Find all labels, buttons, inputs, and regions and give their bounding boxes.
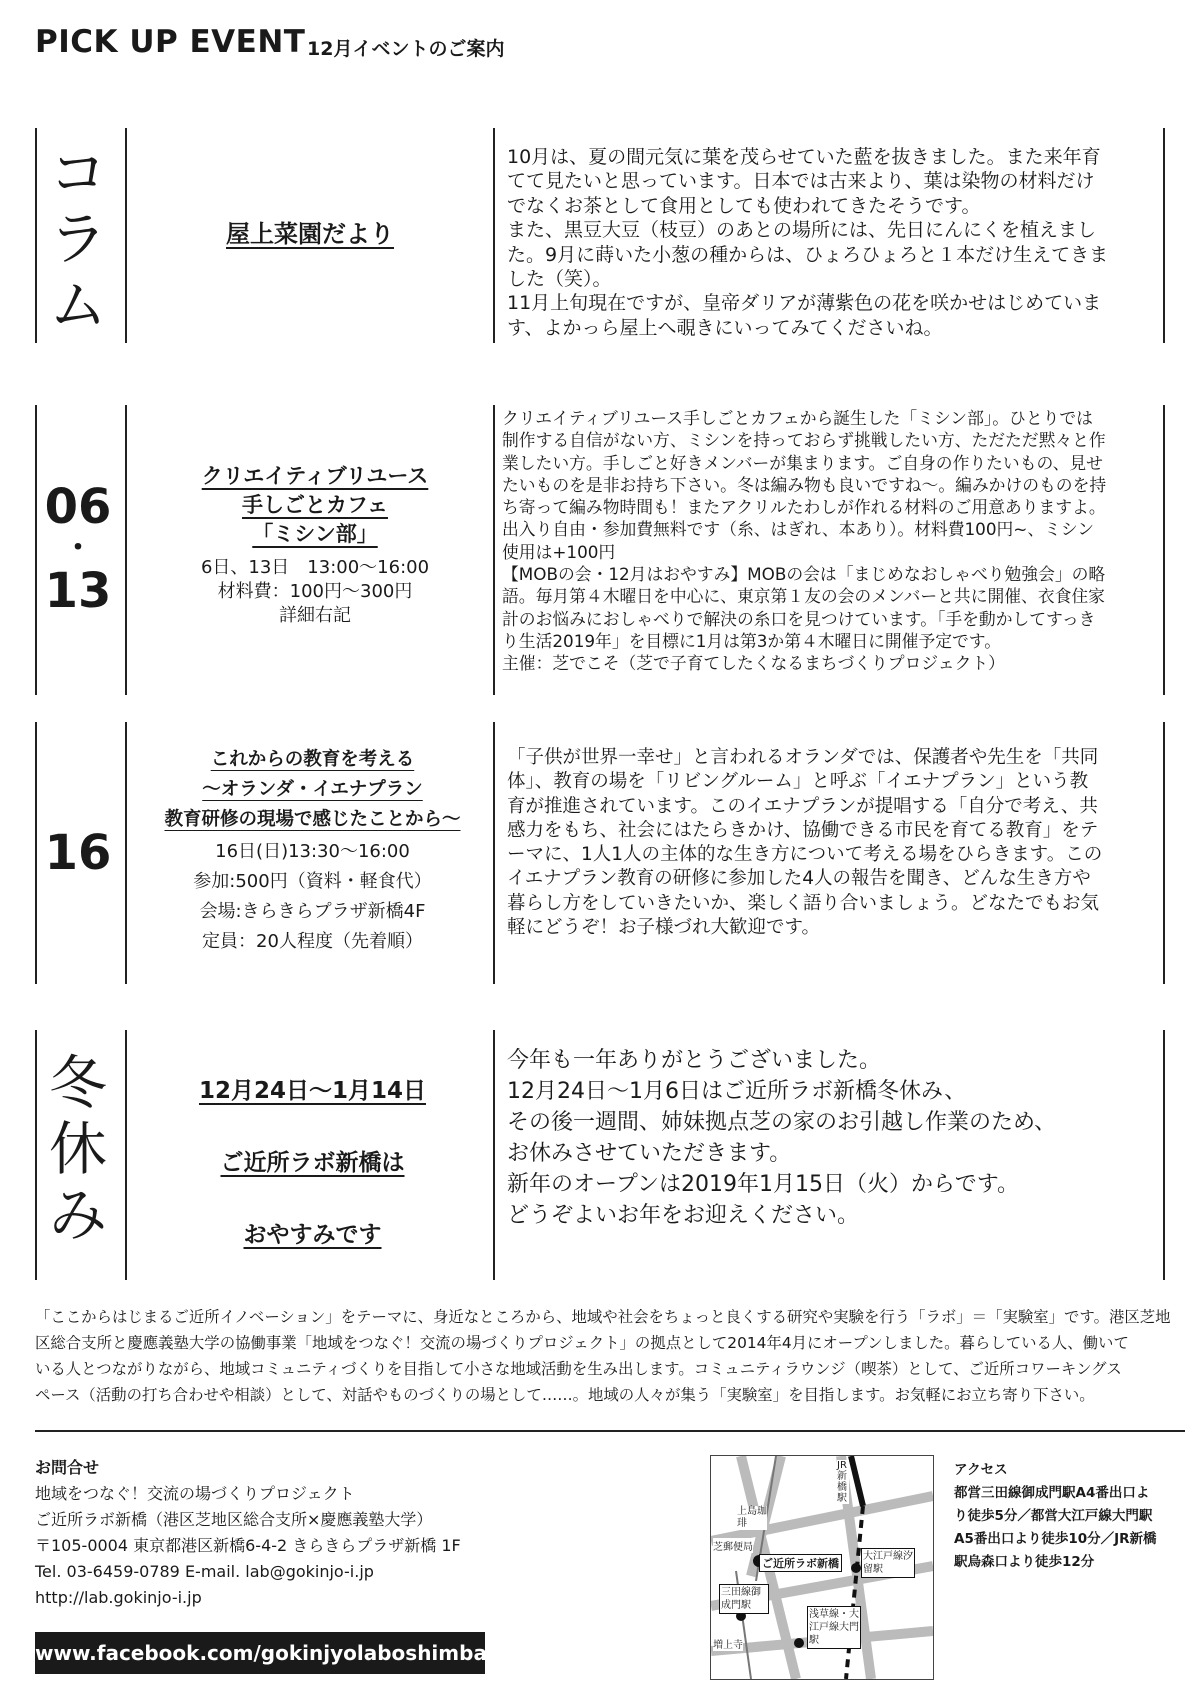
map-label-oedo: 大江戸線汐留駅 <box>861 1548 915 1578</box>
access-map <box>710 1455 934 1680</box>
divider <box>493 128 495 343</box>
event-date: 16 <box>44 825 112 881</box>
page-title: PICK UP EVENT <box>35 24 306 60</box>
map-label-lab: ご近所ラボ新橋 <box>759 1554 842 1572</box>
map-label-jr: JR新橋駅 <box>837 1460 847 1504</box>
event-title: 屋上菜園だより <box>226 220 394 248</box>
facebook-link[interactable]: www.facebook.com/gokinjyolaboshimbashi <box>35 1632 485 1674</box>
event-label: 冬 休 み <box>48 1049 107 1249</box>
intro-text: 「ここからはじまるご近所イノベーション」をテーマに、身近なところから、地域や社会をちょっと良くする研究や実験を行う「ラボ」＝「実験室」です。港区芝地 区総合支所と慶應義塾大学の協働事業「地域をつなぐ！交流の場づくりプロジェクト」の拠点として2014年4月にオープンしました。暮らしている人、働いて いる人とつながりながら、地域コミュニティづくりを目指して小さな地域活動を生み出します。コミュニティラウンジ（喫茶）として、ご近所コワーキングス ペース（活動の打ち合わせや相談）として、対話やものづくりの場として……。地域の人々が集う「実験室」を目指します。お気軽にお立ち寄り下さい。 <box>35 1308 1171 1404</box>
event-description: 「子供が世界一幸せ」と言われるオランダでは、保護者や先生を「共同 体」、教育の場を「リビングルーム」と呼ぶ「イエナプラン」という教 育が推進されています。このイエナプランが提唱する「自分で考え、共 感力をもち、社会にはたらきかけ、協働できる市民を育てる教育」をテ ーマに、1人1人の主体的な生き方について考える場をひらきます。この イエナプラン教育の研修に参加した4人の報告を聞き、どんな生き方や 暮らし方をしていきたいか、楽しく語り合いましょう。どなたでもお気 軽にどうぞ！お子様づれ大歓迎です。 <box>507 747 1103 939</box>
event-title: これからの教育を考える 〜オランダ・イエナプラン 教育研修の現場で感じたことから〜 <box>164 749 461 830</box>
event-label: コ ラ ム <box>48 139 107 339</box>
event-title: 12月24日〜1月14日 ご近所ラボ新橋は おやすみです <box>198 1078 427 1248</box>
event-details: 6日、13日 13:00〜16:00 材料費：100円〜300円 詳細右記 <box>200 557 430 626</box>
event-description: 10月は、夏の間元気に葉を茂らせていた藍を抜きました。また来年育 てて見たいと思っています。日本では古来より、葉は染物の材料だけ でなくお茶として食用としても使われてきたそうです。 また、黒豆大豆（枝豆）のあとの場所には、先日にんにくを植えまし た。9月に蒔いた小葱の種からは、ひょろひょろと１本だけ生えてきま した（笑）。 11月上旬現在ですが、皇帝ダリアが薄紫色の花を咲かせはじめていま す、よかっら屋上へ覗きにいってみてくださいね。 <box>507 146 1109 339</box>
event-title: クリエイティブリユース 手しごとカフェ 「ミシン部」 <box>201 464 429 546</box>
access-info: アクセス 都営三田線御成門駅A4番出口よ り徒歩5分／都営大江戸線大門駅 A5番出口より徒歩10分／JR新橋 駅烏森口より徒歩12分 <box>954 1459 1157 1574</box>
map-label-post: 芝郵便局 <box>713 1538 753 1553</box>
map-label-zojoji: 増上寺 <box>713 1636 743 1651</box>
website-link[interactable]: http://lab.gokinjo-i.jp <box>35 1588 202 1607</box>
contact-phone-email[interactable]: Tel. 03-6459-0789 E-mail. lab@gokinjo-i.jp <box>35 1562 374 1581</box>
page-subtitle: 12月イベントのご案内 <box>307 38 505 60</box>
event-description: クリエイティブリユース手しごとカフェから誕生した「ミシン部」。ひとりでは 制作する自信がない方、ミシンを持っておらず挑戦したい方、ただただ黙々と作 業したい方。手しごと好きメンバーが集まります。ご自身の作りたいもの、見せ たいものを是非お持ち下さい。冬は編み物も良いですね〜。編みかけのものを持 ち寄って編み物時間も！またアクリルたわしが作れる材料のご用意ありますよ。 出入り自由・参加費無料です（糸、はぎれ、本あり）。材料費100円~、ミシン 使用は+100円 【MOBの会・12月はおやすみ】MOBの会は「まじめなおしゃべり勉強会」の略 語。毎月第４木曜日を中心に、東京第１友の会のメンバーと共に開催、衣食住家 計のお悩みにおしゃべりで解決の糸口を見つけています。「手を動かしてすっき り生活2019年」を目標に1月は第3か第４木曜日に開催予定です。 主催：芝でこそ（芝で子育てしたくなるまちづくりプロジェクト） <box>502 408 1107 674</box>
event-date: 06 ・ 13 <box>44 479 112 619</box>
map-label-asakusa: 浅草線・大江戸線大門駅 <box>807 1606 861 1649</box>
divider <box>1163 128 1165 343</box>
divider <box>35 128 37 343</box>
contact-info: お問合せ 地域をつなぐ！交流の場づくりプロジェクト ご近所ラボ新橋（港区芝地区総合支所×慶應義塾大学） 〒105-0004 東京都港区新橋6-4-2 きらきらプラザ新橋 1F Tel. 03-6459-0789 E-mail. lab@gokinjo-i.jp http://lab.gokinjo-i.jp <box>35 1455 461 1611</box>
event-details: 16日(日)13:30〜16:00 参加:500円（資料・軽食代） 会場:きらきらプラザ新橋4F 定員：20人程度（先着順） <box>193 841 432 952</box>
contact-heading: お問合せ <box>35 1458 100 1477</box>
map-label-cafe: 上島珈琲 <box>737 1506 767 1529</box>
event-description: 今年も一年ありがとうございました。 12月24日〜1月6日はご近所ラボ新橋冬休み、 その後一週間、姉妹拠点芝の家のお引越し作業のため、 お休みさせていただきます。 新年のオープンは2019年1月15日（火）からです。 どうぞよいお年をお迎えください。 <box>507 1048 1057 1228</box>
access-heading: アクセス <box>954 1462 1008 1478</box>
divider <box>35 1430 1185 1432</box>
divider <box>125 128 127 343</box>
map-label-mita: 三田線御成門駅 <box>719 1584 769 1614</box>
